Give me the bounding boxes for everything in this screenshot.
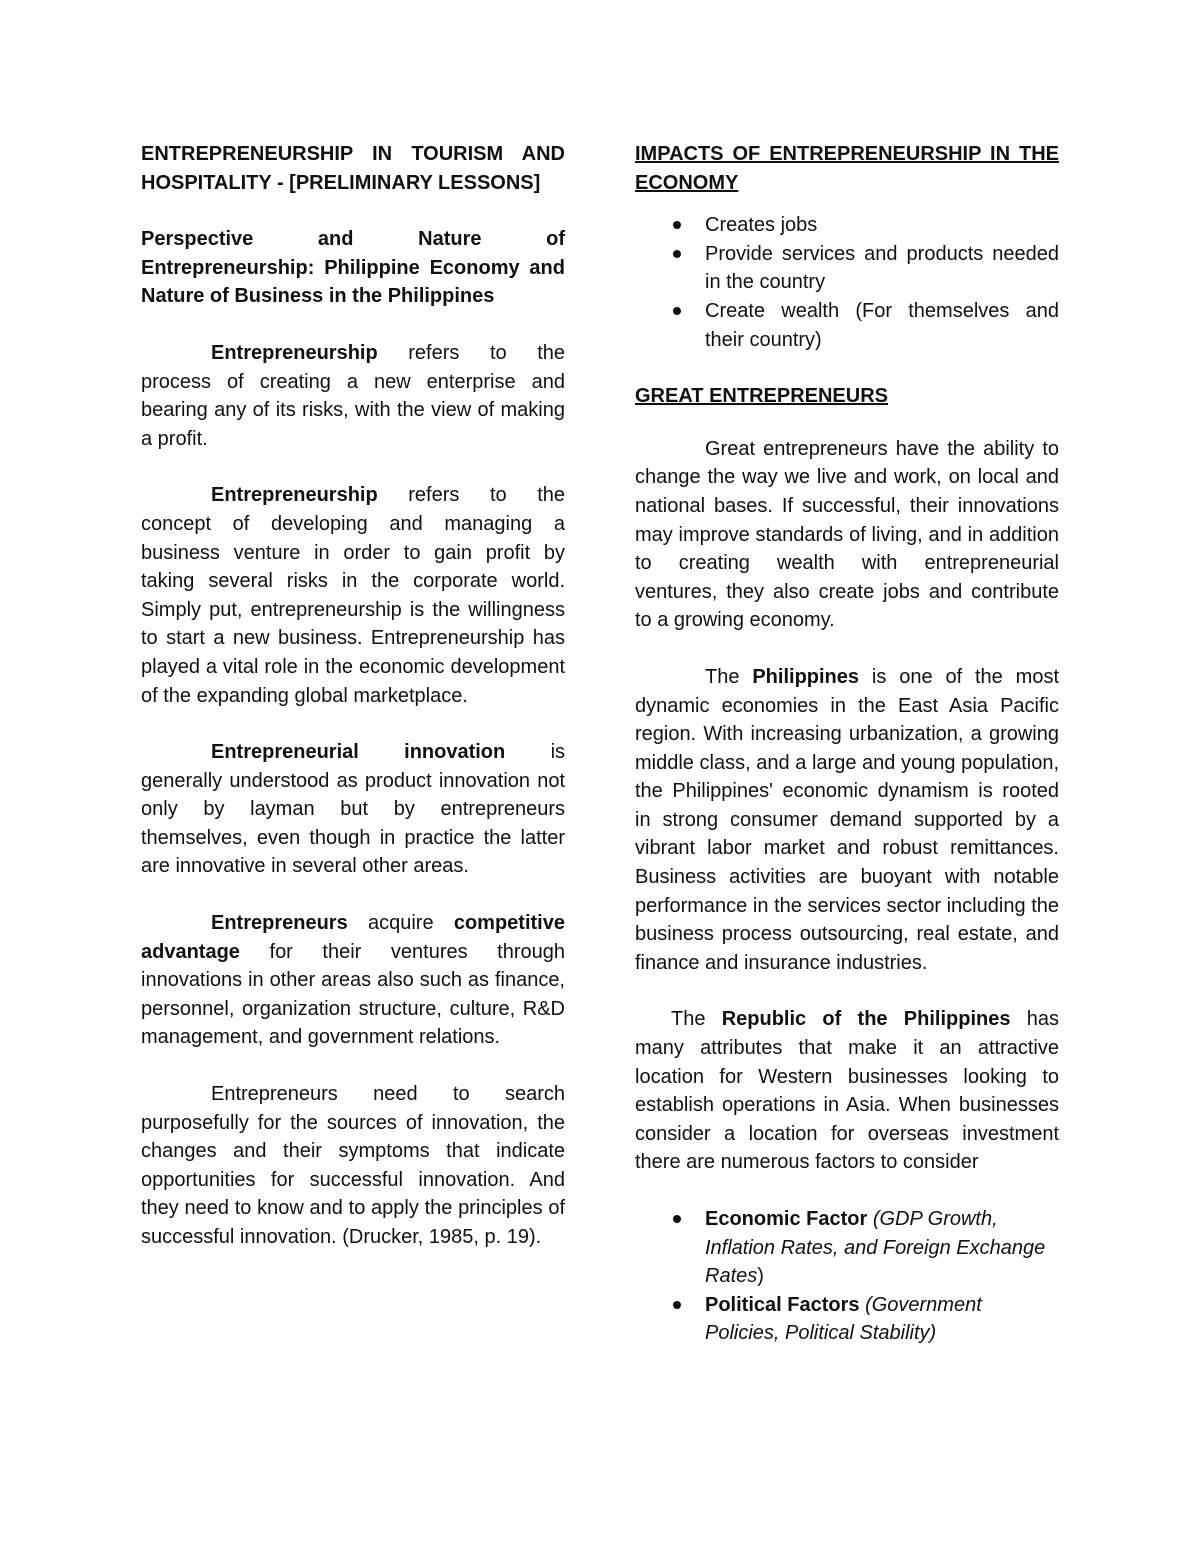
left-column [141,140,565,1280]
section-subtitle: Perspective and Nature of Entrepreneurship: Philippine Economy and Nature of Business in the Philippines [141,228,565,308]
paragraph-entrepreneurial-innovation [141,738,565,881]
document-title: ENTREPRENEURSHIP IN TOURISM AND HOSPITALITY - [PRELIMINARY LESSONS] [141,143,565,194]
paragraph-text: has many attributes that make it an attractive location for Western businesses looking to establish operations in Asia. When businesses consider a location for overseas investment there are numerous factors to consider [635,1008,1059,1174]
paragraph-competitive-advantage [141,909,565,1052]
term-bold: Entrepreneurs [211,912,348,935]
impacts-heading: IMPACTS OF ENTREPRENEURSHIP IN THE ECONOMY [635,143,1059,194]
factors-list [635,1205,1059,1348]
great-entrepreneurs-heading: GREAT ENTREPRENEURS [635,385,888,408]
list-item: Creates jobs [635,211,1059,240]
term-bold: Entrepreneurial innovation [211,741,506,764]
paragraph-text: for their ventures through innovations in other areas also such as finance, personnel, organization structure, culture, R&D management, and government relations. [141,940,565,1049]
term-bold: Philippines [752,665,860,688]
right-column [635,140,1059,1376]
bullet-icon [673,1301,681,1309]
paragraph-text: is one of the most dynamic economies in the East Asia Pacific region. With increasing urbanization, a growing middle class, and a large and young population, the Philippines' economic dynamism is rooted in strong consumer demand supported by a vibrant labor market and robust remittances. Business activities are buoyant with notable performance in the services sector including the business process outsourcing, real estate, and finance and insurance industries. [635,665,1059,974]
paragraph-philippines-economy: The Philippines is one of the most dynamic economies in the East Asia Pacific region. With increasing urbanization, a growing middle class, and a large and young population, the Philippines' economic dynamism is rooted in strong consumer demand supported by a vibrant labor market and robust remittances. Business activities are buoyant with notable performance in the services sector including the business process outsourcing, real estate, and finance and insurance industries. [635,665,1059,974]
paragraph-republic-philippines: The Republic of the Philippines has many attributes that make it an attractive location for Western businesses looking to establish operations in Asia. When businesses consider a location for overseas investment there are numerous factors to consider [635,1008,1059,1174]
paragraph-entrepreneurship-definition-2 [141,481,565,710]
term-bold: Entrepreneurship [211,341,378,364]
paragraph-drucker-quote: Entrepreneurs need to search purposefully for the sources of innovation, the changes and their symptoms that indicate opportunities for successful innovation. And they need to know and to apply the principles of successful innovation. (Drucker, 1985, p. 19). [141,1083,565,1248]
list-item: Economic Factor (GDP Growth, Inflation Rates, and Foreign Exchange Rates) [635,1205,1059,1291]
list-item: Political Factors (Government Policies, Political Stability) [635,1291,1059,1348]
bullet-icon [673,1215,681,1223]
term-bold: Republic of the Philippines [721,1008,1011,1031]
term-bold: competitive advantage [141,912,565,963]
paragraph-great-entrepreneurs: Great entrepreneurs have the ability to change the way we live and work, on local and national bases. If successful, their innovations may improve standards of living, and in addition to creating wealth with entrepreneurial ventures, they also create jobs and contribute to a growing economy. [635,437,1059,632]
paragraph-text: refers to the concept of developing and managing a business venture in order to gain profit by taking several risks in the corporate world. Simply put, entrepreneurship is the willingness to start a new business. Entrepreneurship has played a vital role in the economic development of the expanding global marketplace. [141,484,565,707]
list-item: Provide services and products needed in the country [635,240,1059,297]
list-item: Create wealth (For themselves and their country) [635,297,1059,354]
paragraph-text: is generally understood as product innovation not only by layman but by entrepreneurs themselves, even though in practice the latter are innovative in several other areas. [141,741,566,878]
impacts-list [635,211,1059,354]
bullet-icon [673,307,681,315]
term-bold: Entrepreneurship [211,484,378,507]
paragraph-text: acquire [347,912,454,935]
paragraph-text: refers to the process of creating a new enterprise and bearing any of its risks, with the view of making a profit. [141,341,565,450]
bullet-icon [673,221,681,229]
paragraph-entrepreneurship-definition-1 [141,339,565,453]
bullet-icon [673,250,681,258]
